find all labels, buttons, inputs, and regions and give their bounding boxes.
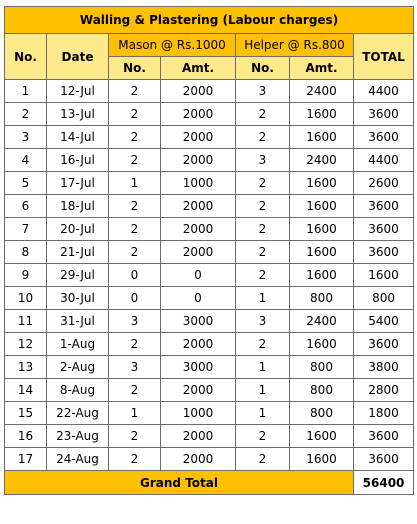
cell-mason-no: 3 bbox=[109, 356, 161, 379]
cell-mason-amt: 2000 bbox=[161, 103, 236, 126]
header-mason-no: No. bbox=[109, 57, 161, 80]
cell-mason-amt: 3000 bbox=[161, 356, 236, 379]
cell-mason-amt: 2000 bbox=[161, 218, 236, 241]
cell-date: 22-Aug bbox=[47, 402, 109, 425]
cell-mason-amt: 2000 bbox=[161, 241, 236, 264]
cell-total: 3600 bbox=[354, 103, 414, 126]
cell-mason-amt: 2000 bbox=[161, 80, 236, 103]
cell-mason-no: 2 bbox=[109, 103, 161, 126]
cell-mason-no: 2 bbox=[109, 425, 161, 448]
header-total: TOTAL bbox=[354, 34, 414, 80]
cell-date: 23-Aug bbox=[47, 425, 109, 448]
cell-total: 3600 bbox=[354, 333, 414, 356]
cell-mason-amt: 2000 bbox=[161, 126, 236, 149]
cell-helper-amt: 1600 bbox=[290, 264, 354, 287]
grand-total-label: Grand Total bbox=[5, 471, 354, 495]
cell-helper-no: 3 bbox=[236, 149, 290, 172]
cell-no: 9 bbox=[5, 264, 47, 287]
cell-helper-no: 2 bbox=[236, 264, 290, 287]
cell-mason-no: 2 bbox=[109, 149, 161, 172]
cell-total: 5400 bbox=[354, 310, 414, 333]
header-date: Date bbox=[47, 34, 109, 80]
table-row bbox=[5, 310, 414, 333]
cell-no: 14 bbox=[5, 379, 47, 402]
table-row bbox=[5, 218, 414, 241]
cell-helper-no: 1 bbox=[236, 356, 290, 379]
cell-helper-amt: 1600 bbox=[290, 448, 354, 471]
cell-helper-no: 3 bbox=[236, 80, 290, 103]
cell-no: 8 bbox=[5, 241, 47, 264]
cell-no: 2 bbox=[5, 103, 47, 126]
cell-no: 16 bbox=[5, 425, 47, 448]
cell-helper-amt: 800 bbox=[290, 356, 354, 379]
cell-helper-amt: 1600 bbox=[290, 218, 354, 241]
cell-mason-amt: 1000 bbox=[161, 402, 236, 425]
cell-no: 10 bbox=[5, 287, 47, 310]
cell-mason-no: 0 bbox=[109, 287, 161, 310]
cell-mason-no: 1 bbox=[109, 402, 161, 425]
cell-helper-amt: 800 bbox=[290, 287, 354, 310]
cell-total: 3800 bbox=[354, 356, 414, 379]
cell-helper-no: 2 bbox=[236, 448, 290, 471]
table-row bbox=[5, 195, 414, 218]
cell-mason-amt: 0 bbox=[161, 264, 236, 287]
cell-helper-no: 2 bbox=[236, 333, 290, 356]
cell-no: 13 bbox=[5, 356, 47, 379]
cell-mason-amt: 2000 bbox=[161, 448, 236, 471]
cell-mason-no: 2 bbox=[109, 126, 161, 149]
cell-total: 2800 bbox=[354, 379, 414, 402]
cell-helper-no: 2 bbox=[236, 195, 290, 218]
cell-date: 14-Jul bbox=[47, 126, 109, 149]
cell-date: 21-Jul bbox=[47, 241, 109, 264]
cell-helper-amt: 1600 bbox=[290, 172, 354, 195]
cell-helper-no: 2 bbox=[236, 241, 290, 264]
cell-helper-amt: 1600 bbox=[290, 425, 354, 448]
cell-total: 1600 bbox=[354, 264, 414, 287]
cell-mason-amt: 2000 bbox=[161, 379, 236, 402]
cell-date: 2-Aug bbox=[47, 356, 109, 379]
grand-total-value: 56400 bbox=[354, 471, 414, 495]
cell-helper-no: 2 bbox=[236, 218, 290, 241]
cell-no: 3 bbox=[5, 126, 47, 149]
cell-total: 4400 bbox=[354, 149, 414, 172]
header-helper-group: Helper @ Rs.800 bbox=[236, 34, 354, 57]
table-row bbox=[5, 356, 414, 379]
labour-charges-table bbox=[4, 6, 414, 495]
cell-mason-no: 0 bbox=[109, 264, 161, 287]
header-mason-group: Mason @ Rs.1000 bbox=[109, 34, 236, 57]
cell-mason-no: 2 bbox=[109, 195, 161, 218]
cell-mason-amt: 3000 bbox=[161, 310, 236, 333]
cell-total: 3600 bbox=[354, 218, 414, 241]
cell-total: 3600 bbox=[354, 126, 414, 149]
cell-mason-no: 2 bbox=[109, 218, 161, 241]
table-row bbox=[5, 149, 414, 172]
cell-date: 1-Aug bbox=[47, 333, 109, 356]
table-row bbox=[5, 80, 414, 103]
cell-no: 1 bbox=[5, 80, 47, 103]
cell-helper-amt: 1600 bbox=[290, 195, 354, 218]
cell-mason-no: 2 bbox=[109, 379, 161, 402]
cell-helper-amt: 800 bbox=[290, 402, 354, 425]
cell-no: 4 bbox=[5, 149, 47, 172]
cell-helper-no: 2 bbox=[236, 172, 290, 195]
cell-helper-no: 1 bbox=[236, 379, 290, 402]
cell-total: 4400 bbox=[354, 80, 414, 103]
cell-date: 18-Jul bbox=[47, 195, 109, 218]
cell-mason-no: 2 bbox=[109, 241, 161, 264]
cell-date: 16-Jul bbox=[47, 149, 109, 172]
table-body bbox=[5, 80, 414, 471]
cell-date: 20-Jul bbox=[47, 218, 109, 241]
table-row bbox=[5, 264, 414, 287]
cell-date: 29-Jul bbox=[47, 264, 109, 287]
cell-helper-no: 2 bbox=[236, 126, 290, 149]
table-row bbox=[5, 425, 414, 448]
table-row bbox=[5, 126, 414, 149]
cell-helper-no: 2 bbox=[236, 425, 290, 448]
cell-mason-no: 2 bbox=[109, 80, 161, 103]
cell-no: 15 bbox=[5, 402, 47, 425]
cell-date: 31-Jul bbox=[47, 310, 109, 333]
cell-helper-no: 1 bbox=[236, 287, 290, 310]
cell-mason-amt: 1000 bbox=[161, 172, 236, 195]
cell-date: 13-Jul bbox=[47, 103, 109, 126]
cell-date: 8-Aug bbox=[47, 379, 109, 402]
cell-date: 17-Jul bbox=[47, 172, 109, 195]
cell-helper-amt: 1600 bbox=[290, 126, 354, 149]
cell-helper-amt: 1600 bbox=[290, 103, 354, 126]
table-row bbox=[5, 402, 414, 425]
header-mason-amt: Amt. bbox=[161, 57, 236, 80]
cell-no: 6 bbox=[5, 195, 47, 218]
cell-mason-no: 3 bbox=[109, 310, 161, 333]
header-helper-amt: Amt. bbox=[290, 57, 354, 80]
cell-total: 3600 bbox=[354, 425, 414, 448]
cell-mason-amt: 2000 bbox=[161, 149, 236, 172]
table-row bbox=[5, 241, 414, 264]
cell-total: 800 bbox=[354, 287, 414, 310]
cell-date: 30-Jul bbox=[47, 287, 109, 310]
header-helper-no: No. bbox=[236, 57, 290, 80]
cell-helper-no: 2 bbox=[236, 103, 290, 126]
cell-total: 3600 bbox=[354, 195, 414, 218]
cell-total: 2600 bbox=[354, 172, 414, 195]
cell-no: 7 bbox=[5, 218, 47, 241]
cell-no: 17 bbox=[5, 448, 47, 471]
table-row bbox=[5, 448, 414, 471]
table-title: Walling & Plastering (Labour charges) bbox=[5, 7, 414, 34]
cell-date: 24-Aug bbox=[47, 448, 109, 471]
table-row bbox=[5, 103, 414, 126]
table-row bbox=[5, 379, 414, 402]
header-no: No. bbox=[5, 34, 47, 80]
cell-mason-amt: 2000 bbox=[161, 425, 236, 448]
cell-helper-amt: 2400 bbox=[290, 310, 354, 333]
cell-total: 3600 bbox=[354, 448, 414, 471]
cell-mason-no: 1 bbox=[109, 172, 161, 195]
cell-helper-amt: 1600 bbox=[290, 333, 354, 356]
cell-helper-amt: 2400 bbox=[290, 149, 354, 172]
cell-helper-no: 3 bbox=[236, 310, 290, 333]
table-row bbox=[5, 333, 414, 356]
cell-mason-amt: 2000 bbox=[161, 195, 236, 218]
cell-mason-amt: 0 bbox=[161, 287, 236, 310]
cell-mason-no: 2 bbox=[109, 448, 161, 471]
cell-mason-amt: 2000 bbox=[161, 333, 236, 356]
cell-no: 11 bbox=[5, 310, 47, 333]
cell-total: 3600 bbox=[354, 241, 414, 264]
cell-helper-amt: 800 bbox=[290, 379, 354, 402]
cell-helper-amt: 2400 bbox=[290, 80, 354, 103]
cell-no: 5 bbox=[5, 172, 47, 195]
cell-helper-no: 1 bbox=[236, 402, 290, 425]
cell-helper-amt: 1600 bbox=[290, 241, 354, 264]
table-row bbox=[5, 287, 414, 310]
cell-no: 12 bbox=[5, 333, 47, 356]
cell-mason-no: 2 bbox=[109, 333, 161, 356]
table-row bbox=[5, 172, 414, 195]
cell-date: 12-Jul bbox=[47, 80, 109, 103]
cell-total: 1800 bbox=[354, 402, 414, 425]
